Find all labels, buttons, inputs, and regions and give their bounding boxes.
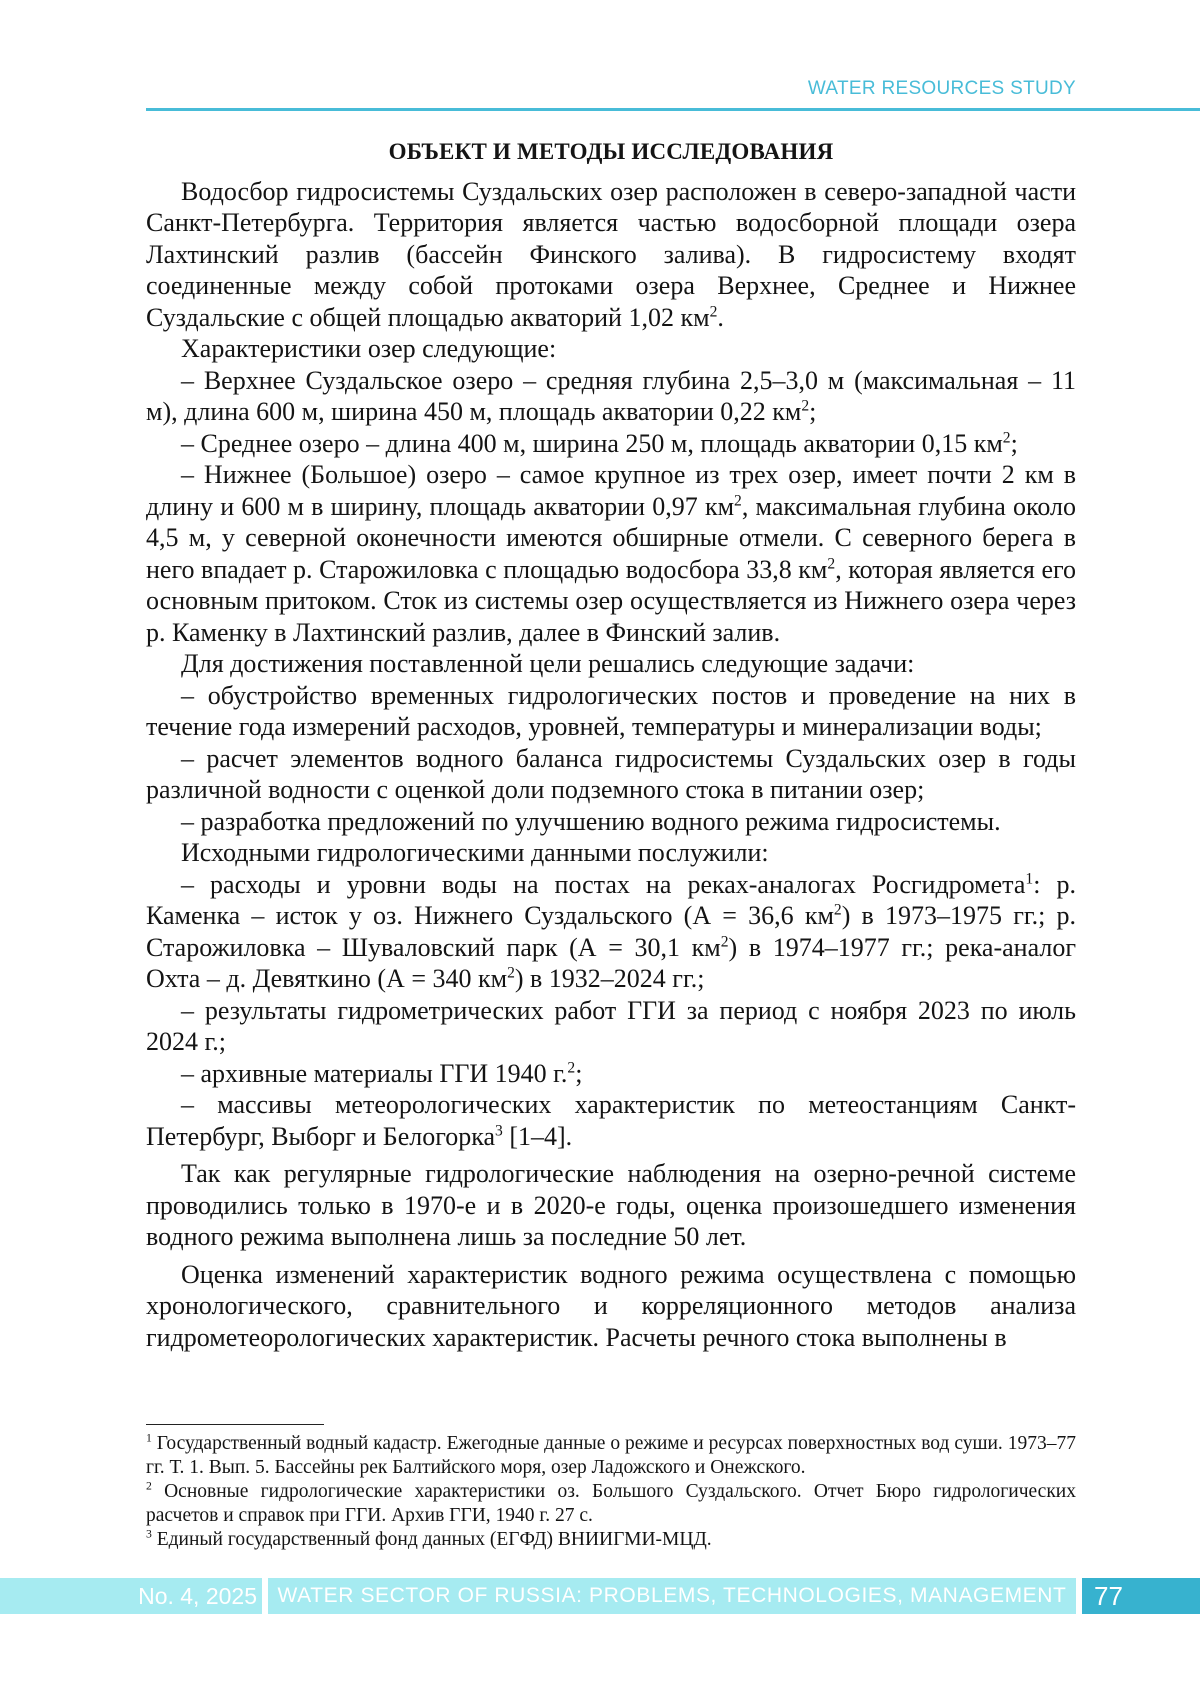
paragraph: Исходными гидрологическими данными послужили: <box>181 838 769 867</box>
list-item: – архивные материалы ГГИ 1940 г.$^2$; <box>181 1058 583 1088</box>
footnote: $^1$ Государственный водный кадастр. Ежегодные данные о режиме и ресурсах поверхностных вод суши. 1973–77 гг. Т. 1. Вып. 5. Бассейны рек Балтийского моря, озер Ладожского и Онежского. <box>146 1431 1076 1478</box>
page-number: 77 <box>1082 1578 1200 1614</box>
paragraph: Для достижения поставленной цели решались следующие задачи: <box>181 649 915 678</box>
list-item: – расходы и уровни воды на постах на реках-аналогах Росгидромета$^1$: р. Каменка – исток у оз. Нижнего Суздальского (А = 36,6 $км^2$) в 1973–1975 гг.; р. Старожиловка – Шуваловский парк (А = 30,1 $км^2$) в 1974–1977 гг.; река-аналог Охта – д. Девяткино (А = 340 $км^2$) в 1932–2024 гг.; <box>146 869 1076 993</box>
page-footer <box>0 1578 1200 1614</box>
list-item: – Нижнее (Большое) озеро – самое крупное из трех озер, имеет почти 2 км в длину и 600 м в ширину, площадь акватории 0,97 $км^2$, максимальная глубина около 4,5 м, у северной оконечности имеются обширные отмели. С северного берега в него впадает р. Старожиловка с площадью водосбора 33,8 $км^2$, которая является его основным притоком. Сток из системы озер осуществляется из Нижнего озера через р. Каменку в Лахтинский разлив, далее в Финский залив. <box>146 460 1076 647</box>
list-item: – массивы метеорологических характеристик по метеостанциям Санкт-Петербург, Выборг и Белогорка$^3$ [1–4]. <box>146 1090 1076 1151</box>
article-body <box>146 136 1076 1353</box>
list-item: – расчет элементов водного баланса гидросистемы Суздальских озер в годы различной водности с оценкой доли подземного стока в питании озер; <box>146 743 1076 804</box>
footnote-rule <box>146 1424 324 1425</box>
paragraph: Оценка изменений характеристик водного режима осуществлена с помощью хронологического, сравнительного и корреляционного методов анализа гидрометеорологических характеристик. Расчеты речного стока выполнены в <box>146 1259 1076 1352</box>
list-item: – Среднее озеро – длина 400 м, ширина 250 м, площадь акватории 0,15 $км^2$; <box>181 428 1018 458</box>
footnote: $^2$ Основные гидрологические характеристики оз. Большого Суздальского. Отчет Бюро гидрологических расчетов и справок при ГГИ. Архив ГГИ, 1940 г. 27 с. <box>146 1479 1076 1526</box>
list-item: – обустройство временных гидрологических постов и проведение на них в течение года измерений расходов, уровней, температуры и минерализации воды; <box>146 680 1076 741</box>
header-rule <box>146 108 1200 111</box>
list-item: – Верхнее Суздальское озеро – средняя глубина 2,5–3,0 м (максимальная – 11 м), длина 600 м, ширина 450 м, площадь акватории 0,22 $км^2$; <box>146 365 1076 426</box>
running-title: WATER RESOURCES STUDY <box>807 78 1076 99</box>
footnotes <box>146 1432 1076 1552</box>
footnote: $^3$ Единый государственный фонд данных (ЕГФД) ВНИИГМИ-МЦД. <box>146 1527 712 1550</box>
section-heading: ОБЪЕКТ И МЕТОДЫ ИССЛЕДОВАНИЯ <box>388 139 834 164</box>
issue-label: No. 4, 2025 <box>0 1578 262 1614</box>
paragraph: Водосбор гидросистемы Суздальских озер расположен в северо-западной части Санкт-Петербурга. Территория является частью водосборной площади озера Лахтинский разлив (бассейн Финского залива). В гидросистему входят соединенные между собой протоками озера Верхнее, Среднее и Нижнее Суздальские с общей площадью акваторий 1,02 $км^2$. <box>146 176 1076 332</box>
list-item: – разработка предложений по улучшению водного режима гидросистемы. <box>181 806 1001 836</box>
list-item: – результаты гидрометрических работ ГГИ за период с ноября 2023 по июль 2024 г.; <box>146 995 1076 1056</box>
journal-title: WATER SECTOR OF RUSSIA: PROBLEMS, TECHNOLOGIES, MANAGEMENT <box>268 1578 1076 1614</box>
paragraph: Характеристики озер следующие: <box>181 334 557 363</box>
paragraph: Так как регулярные гидрологические наблюдения на озерно-речной системе проводились только в 1970-е и в 2020-е годы, оценка произошедшего изменения водного режима выполнена лишь за последние 50 лет. <box>146 1159 1076 1251</box>
